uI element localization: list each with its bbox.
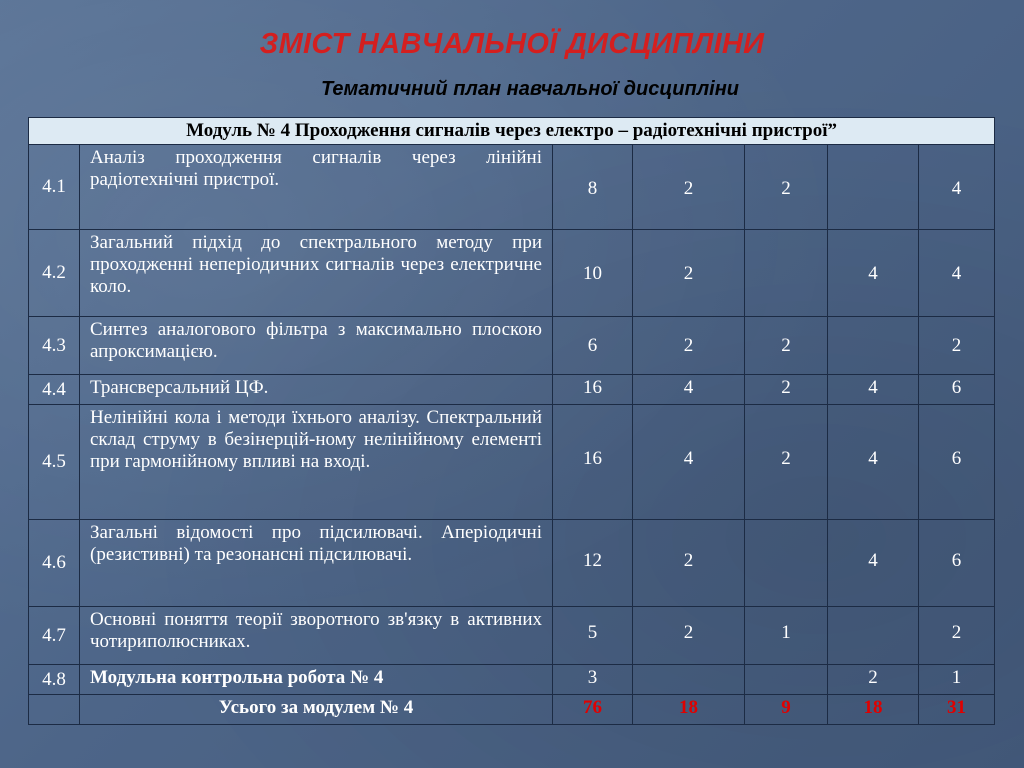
hours-total: 3 — [553, 665, 633, 695]
hours-lectures: 2 — [633, 145, 745, 230]
table-row — [29, 375, 995, 405]
hours-lectures: 4 — [633, 375, 745, 405]
row-number: 4.1 — [29, 145, 80, 230]
table-row — [29, 317, 995, 375]
total-hours-lectures: 18 — [633, 695, 745, 725]
table-row — [29, 520, 995, 607]
row-topic: Основні поняття теорії зворотного зв'язку в активних чотириполюсниках. — [80, 607, 553, 665]
total-hours-total: 76 — [553, 695, 633, 725]
hours-labs — [828, 607, 919, 665]
table-row — [29, 145, 995, 230]
row-number-empty — [29, 695, 80, 725]
page-title: ЗМІСТ НАВЧАЛЬНОЇ ДИСЦИПЛІНИ — [259, 28, 765, 60]
table-row — [29, 405, 995, 520]
hours-self-study: 1 — [919, 665, 995, 695]
total-hours-practice: 9 — [745, 695, 828, 725]
total-hours-self-study: 31 — [919, 695, 995, 725]
page-subtitle: Тематичний план навчальної дисципліни — [320, 78, 740, 100]
thematic-plan-table — [28, 117, 995, 725]
table-row — [29, 230, 995, 317]
hours-practice — [745, 520, 828, 607]
hours-practice — [745, 665, 828, 695]
hours-lectures: 2 — [633, 230, 745, 317]
hours-labs: 4 — [828, 520, 919, 607]
row-topic: Синтез аналогового фільтра з максимально плоскою апроксимацією. — [80, 317, 553, 375]
hours-self-study: 6 — [919, 375, 995, 405]
hours-total: 16 — [553, 375, 633, 405]
hours-total: 8 — [553, 145, 633, 230]
hours-self-study: 4 — [919, 145, 995, 230]
hours-self-study: 2 — [919, 317, 995, 375]
row-topic: Нелінійні кола і методи їхнього аналізу. Спектральний склад струму в безінерцій-ному нелінійному елементі при гармонійному впливі на вході. — [80, 405, 553, 520]
row-number: 4.7 — [29, 607, 80, 665]
total-row — [29, 695, 995, 725]
row-number: 4.6 — [29, 520, 80, 607]
hours-practice — [745, 230, 828, 317]
hours-total: 5 — [553, 607, 633, 665]
hours-labs — [828, 145, 919, 230]
row-topic: Загальний підхід до спектрального методу при проходженні неперіодичних сигналів через електричне коло. — [80, 230, 553, 317]
hours-lectures: 2 — [633, 520, 745, 607]
hours-labs — [828, 317, 919, 375]
module-header-row — [29, 118, 995, 145]
hours-total: 12 — [553, 520, 633, 607]
hours-self-study: 4 — [919, 230, 995, 317]
hours-labs: 4 — [828, 405, 919, 520]
hours-self-study: 6 — [919, 405, 995, 520]
hours-practice: 2 — [745, 375, 828, 405]
total-label: Усього за модулем № 4 — [80, 695, 553, 725]
row-topic: Модульна контрольна робота № 4 — [80, 665, 553, 695]
hours-lectures: 4 — [633, 405, 745, 520]
hours-lectures: 2 — [633, 607, 745, 665]
hours-practice: 1 — [745, 607, 828, 665]
row-number: 4.8 — [29, 665, 80, 695]
table-row — [29, 665, 995, 695]
row-topic: Трансверсальний ЦФ. — [80, 375, 553, 405]
row-number: 4.5 — [29, 405, 80, 520]
table-row — [29, 607, 995, 665]
hours-lectures: 2 — [633, 317, 745, 375]
row-number: 4.4 — [29, 375, 80, 405]
hours-self-study: 2 — [919, 607, 995, 665]
hours-self-study: 6 — [919, 520, 995, 607]
total-hours-labs: 18 — [828, 695, 919, 725]
row-topic: Загальні відомості про підсилювачі. Аперіодичні (резистивні) та резонансні підсилювачі. — [80, 520, 553, 607]
module-header: Модуль № 4 Проходження сигналів через електро – радіотехнічні пристрої” — [29, 118, 995, 145]
row-topic: Аналіз проходження сигналів через лінійні радіотехнічні пристрої. — [80, 145, 553, 230]
hours-total: 6 — [553, 317, 633, 375]
hours-practice: 2 — [745, 317, 828, 375]
row-number: 4.3 — [29, 317, 80, 375]
hours-labs: 2 — [828, 665, 919, 695]
row-number: 4.2 — [29, 230, 80, 317]
hours-labs: 4 — [828, 230, 919, 317]
hours-lectures — [633, 665, 745, 695]
hours-practice: 2 — [745, 145, 828, 230]
hours-total: 16 — [553, 405, 633, 520]
hours-labs: 4 — [828, 375, 919, 405]
hours-practice: 2 — [745, 405, 828, 520]
hours-total: 10 — [553, 230, 633, 317]
